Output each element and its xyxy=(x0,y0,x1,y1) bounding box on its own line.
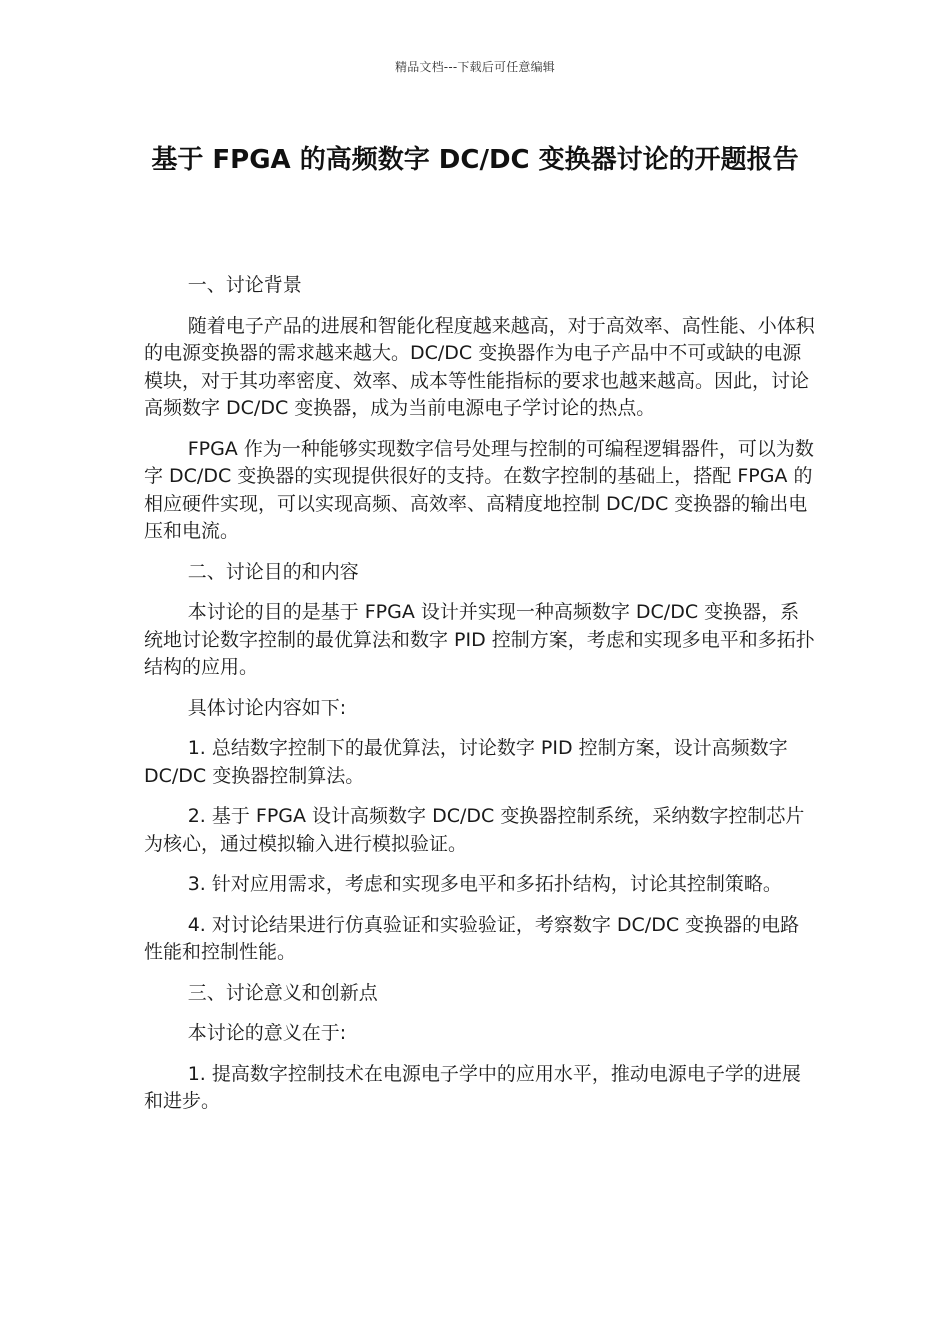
section-heading-background: 一、讨论背景 xyxy=(187,274,302,296)
list-item-content-3: 3. 针对应用需求，考虑和实现多电平和多拓扑结构，讨论其控制策略。 xyxy=(187,873,782,895)
document-title: 基于 FPGA 的高频数字 DC/DC 变换器讨论的开题报告 xyxy=(151,145,799,175)
paragraph-background-2: FPGA 作为一种能够实现数字信号处理与控制的可编程逻辑器件，可以为数字 DC/DC 变换器的实现提供很好的支持。在数字控制的基础上，搭配 FPGA 的相应硬件实现，可以实现高频、高效率、高精度地控制 DC/DC 变换器的输出电压和电流。 xyxy=(144,437,814,542)
list-item-content-1: 1. 总结数字控制下的最优算法，讨论数字 PID 控制方案，设计高频数字 DC/DC 变换器控制算法。 xyxy=(144,737,788,787)
paragraph-purpose: 本讨论的目的是基于 FPGA 设计并实现一种高频数字 DC/DC 变换器，系统地讨论数字控制的最优算法和数字 PID 控制方案，考虑和实现多电平和多拓扑结构的应用。 xyxy=(144,601,815,678)
section-heading-significance: 三、讨论意义和创新点 xyxy=(187,981,378,1004)
paragraph-background-1: 随着电子产品的进展和智能化程度越来越高，对于高效率、高性能、小体积的电源变换器的需求越来越大。DC/DC 变换器作为电子产品中不可或缺的电源模块，对于其功率密度、效率、成本等性能指标的要求也越来越高。因此，讨论高频数字 DC/DC 变换器，成为当前电源电子学讨论的热点。 xyxy=(144,314,815,419)
header-note: 精品文档---下载后可任意编辑 xyxy=(395,60,555,74)
list-item-content-4: 4. 对讨论结果进行仿真验证和实验验证，考察数字 DC/DC 变换器的电路性能和控制性能。 xyxy=(144,913,800,963)
section-heading-purpose: 二、讨论目的和内容 xyxy=(187,560,359,583)
document-body xyxy=(144,272,816,1129)
paragraph-significance-intro: 本讨论的意义在于: xyxy=(187,1022,347,1044)
list-item-content-2: 2. 基于 FPGA 设计高频数字 DC/DC 变换器控制系统，采纳数字控制芯片为核心，通过模拟输入进行模拟验证。 xyxy=(144,805,805,855)
paragraph-content-intro: 具体讨论内容如下: xyxy=(187,696,347,719)
list-item-significance-1: 1. 提高数字控制技术在电源电子学中的应用水平，推动电源电子学的进展和进步。 xyxy=(144,1062,801,1112)
